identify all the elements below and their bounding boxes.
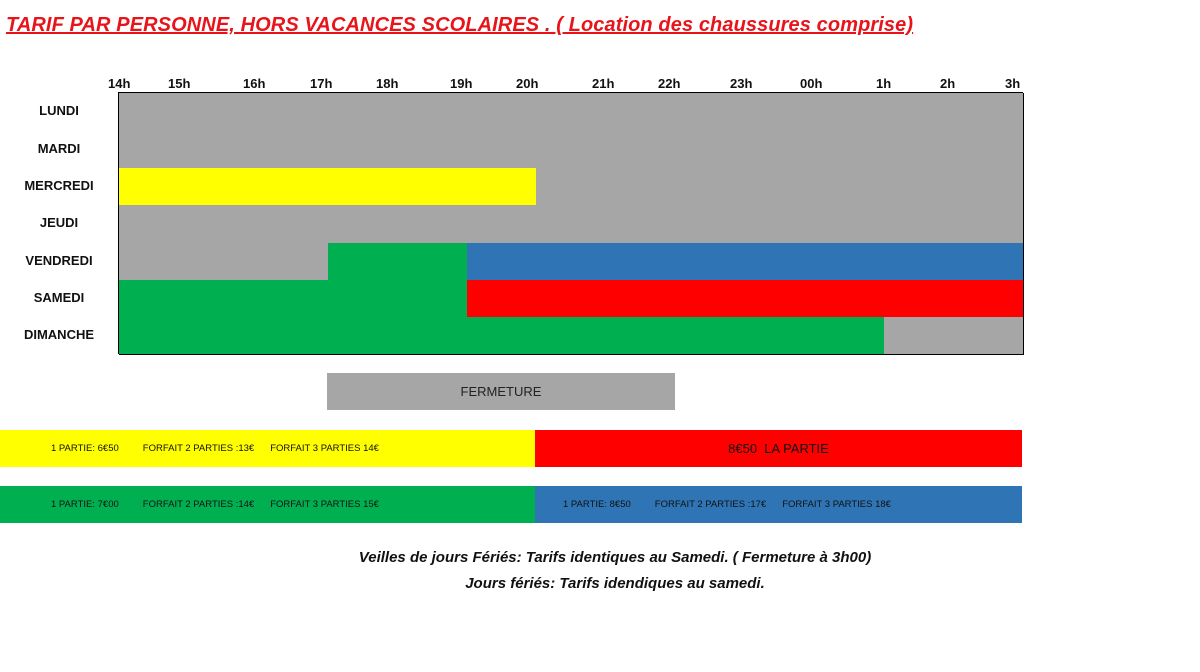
slot-gray (398, 131, 468, 169)
slot-green (119, 280, 190, 318)
slot-gray (536, 168, 607, 206)
slot-blue (676, 243, 746, 281)
slot-blue (953, 243, 1024, 281)
slot-green (189, 280, 260, 318)
note-holiday: Jours fériés: Tarifs idendiques au samedi. (465, 575, 765, 592)
slot-red (676, 280, 746, 318)
day-label-jeudi: JEUDI (39, 215, 79, 230)
yellow-tariff-band (0, 430, 535, 467)
slot-gray (536, 131, 607, 169)
day-label-mardi: MARDI (37, 141, 81, 156)
slot-gray (884, 317, 954, 355)
slot-gray (953, 168, 1024, 206)
hour-label: 21h (592, 76, 615, 91)
slot-blue (606, 243, 677, 281)
yellow-price-2: FORFAIT 2 PARTIES :13€ (142, 443, 255, 454)
day-label-samedi: SAMEDI (33, 290, 85, 305)
blue-price-2: FORFAIT 2 PARTIES :17€ (654, 499, 767, 510)
slot-gray (189, 243, 260, 281)
fermeture-legend: FERMETURE (327, 373, 675, 410)
slot-gray (606, 168, 677, 206)
green-price-2: FORFAIT 2 PARTIES :14€ (142, 499, 255, 510)
slot-gray (815, 205, 885, 244)
green-price-3: FORFAIT 3 PARTIES 15€ (270, 499, 379, 510)
slot-gray (745, 93, 816, 132)
slot-gray (119, 93, 190, 132)
slot-green (467, 317, 537, 355)
slot-gray (953, 317, 1024, 355)
slot-gray (189, 93, 260, 132)
slot-red (815, 280, 885, 318)
red-price: 8€50 LA PARTIE (728, 441, 829, 456)
slot-gray (189, 131, 260, 169)
slot-gray (259, 93, 329, 132)
slot-red (606, 280, 677, 318)
slot-gray (328, 205, 399, 244)
slot-green (745, 317, 816, 355)
slot-gray (398, 93, 468, 132)
slot-gray (536, 205, 607, 244)
slot-gray (953, 131, 1024, 169)
hour-label: 19h (450, 76, 473, 91)
slot-green (259, 280, 329, 318)
hour-label: 20h (516, 76, 539, 91)
day-label-vendredi: VENDREDI (25, 253, 93, 268)
slot-blue (815, 243, 885, 281)
day-label-lundi: LUNDI (39, 103, 79, 118)
slot-red (884, 280, 954, 318)
slot-gray (328, 131, 399, 169)
slot-blue (745, 243, 816, 281)
slot-blue (467, 243, 537, 281)
slot-gray (259, 131, 329, 169)
hour-label: 22h (658, 76, 681, 91)
blue-price-3: FORFAIT 3 PARTIES 18€ (782, 499, 891, 510)
slot-gray (119, 131, 190, 169)
slot-green (328, 243, 399, 281)
slot-gray (119, 205, 190, 244)
slot-gray (745, 168, 816, 206)
slot-green (259, 317, 329, 355)
slot-gray (328, 93, 399, 132)
hour-label: 2h (940, 76, 956, 91)
slot-gray (676, 93, 746, 132)
slot-gray (884, 93, 954, 132)
slot-gray (467, 131, 537, 169)
slot-gray (815, 131, 885, 169)
slot-green (606, 317, 677, 355)
slot-green (676, 317, 746, 355)
red-tariff-band (535, 430, 1022, 467)
schedule-grid (118, 92, 1023, 354)
slot-green (536, 317, 607, 355)
slot-green (328, 317, 399, 355)
slot-green (328, 280, 399, 318)
slot-gray (606, 93, 677, 132)
slot-red (953, 280, 1024, 318)
hour-label: 00h (800, 76, 823, 91)
slot-yellow (259, 168, 329, 206)
slot-gray (467, 93, 537, 132)
slot-gray (467, 205, 537, 244)
page-title: TARIF PAR PERSONNE, HORS VACANCES SCOLAIRES . ( Location des chaussures comprise) (6, 14, 914, 36)
slot-gray (953, 205, 1024, 244)
slot-gray (884, 131, 954, 169)
day-label-dimanche: DIMANCHE (23, 327, 95, 342)
hour-label: 14h (108, 76, 131, 91)
yellow-price-1: 1 PARTIE: 6€50 (51, 443, 119, 454)
slot-gray (676, 205, 746, 244)
hour-label: 23h (730, 76, 753, 91)
slot-yellow (189, 168, 260, 206)
slot-gray (189, 205, 260, 244)
slot-gray (676, 131, 746, 169)
slot-red (536, 280, 607, 318)
slot-gray (745, 205, 816, 244)
hour-label: 3h (1005, 76, 1021, 91)
slot-gray (606, 205, 677, 244)
slot-gray (676, 168, 746, 206)
slot-gray (119, 243, 190, 281)
slot-gray (884, 205, 954, 244)
slot-gray (884, 168, 954, 206)
slot-blue (536, 243, 607, 281)
slot-green (398, 243, 468, 281)
blue-tariff-band (535, 486, 1022, 523)
slot-gray (259, 205, 329, 244)
green-price-1: 1 PARTIE: 7€00 (51, 499, 119, 510)
slot-gray (259, 243, 329, 281)
slot-yellow (328, 168, 399, 206)
hour-label: 16h (243, 76, 266, 91)
blue-price-1: 1 PARTIE: 8€50 (563, 499, 631, 510)
slot-green (815, 317, 885, 355)
slot-red (467, 280, 537, 318)
slot-gray (953, 93, 1024, 132)
hour-label: 18h (376, 76, 399, 91)
slot-gray (398, 205, 468, 244)
slot-blue (884, 243, 954, 281)
slot-yellow (467, 168, 537, 206)
slot-yellow (119, 168, 190, 206)
slot-gray (815, 93, 885, 132)
note-holiday-eve: Veilles de jours Fériés: Tarifs identiques au Samedi. ( Fermeture à 3h00) (358, 549, 872, 566)
slot-gray (815, 168, 885, 206)
slot-red (745, 280, 816, 318)
hour-label: 17h (310, 76, 333, 91)
slot-green (119, 317, 190, 355)
slot-gray (745, 131, 816, 169)
slot-gray (606, 131, 677, 169)
hour-label: 1h (876, 76, 892, 91)
yellow-price-3: FORFAIT 3 PARTIES 14€ (270, 443, 379, 454)
slot-yellow (398, 168, 468, 206)
slot-green (189, 317, 260, 355)
slot-green (398, 317, 468, 355)
day-label-mercredi: MERCREDI (24, 178, 94, 193)
slot-gray (536, 93, 607, 132)
hour-label: 15h (168, 76, 191, 91)
slot-green (398, 280, 468, 318)
green-tariff-band (0, 486, 535, 523)
